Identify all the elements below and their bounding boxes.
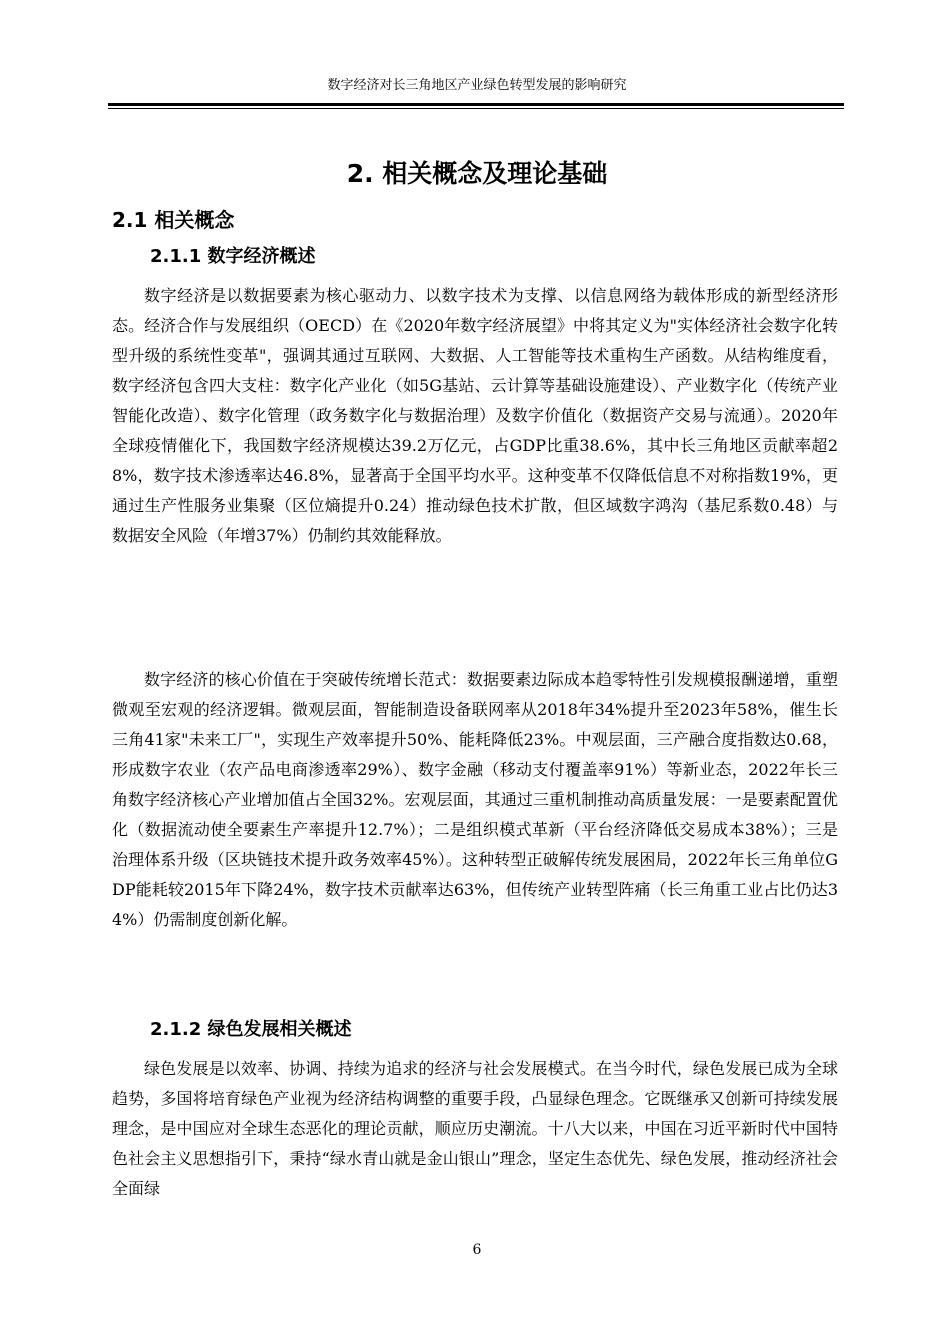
subsection-title-digital-economy: 2.1.1 数字经济概述 xyxy=(150,246,316,267)
header-rule-thick xyxy=(108,103,844,106)
subsection-title-green-development: 2.1.2 绿色发展相关概述 xyxy=(150,1019,352,1040)
paragraph-digital-economy-value: 数字经济的核心价值在于突破传统增长范式：数据要素边际成本趋零特性引发规模报酬递增，重塑微观至宏观的经济逻辑。微观层面，智能制造设备联网率从2018年34%提升至2023年58%，催生长三角41家"未来工厂"，实现生产效率提升50%、能耗降低23%。中观层面，三产融合度指数达0.68，形成数字农业（农产品电商渗透率29%）、数字金融（移动支付覆盖率91%）等新业态，2022年长三角数字经济核心产业增加值占全国32%。宏观层面，其通过三重机制推动高质量发展：一是要素配置优化（数据流动使全要素生产率提升12.7%）；二是组织模式革新（平台经济降低交易成本38%）；三是治理体系升级（区块链技术提升政务效率45%）。这种转型正破解传统发展困局，2022年长三角单位GDP能耗较2015年下降24%，数字技术贡献率达63%，但传统产业转型阵痛（长三角重工业占比仍达34%）仍需制度创新化解。 xyxy=(112,670,838,929)
section-title: 2.1 相关概念 xyxy=(112,208,235,232)
page-number: 6 xyxy=(472,1242,482,1258)
paragraph-digital-economy-definition: 数字经济是以数据要素为核心驱动力、以数字技术为支撑、以信息网络为载体形成的新型经济形态。经济合作与发展组织（OECD）在《2020年数字经济展望》中将其定义为"实体经济社会数字化转型升级的系统性变革"，强调其通过互联网、大数据、人工智能等技术重构生产函数。从结构维度看，数字经济包含四大支柱：数字化产业化（如5G基站、云计算等基础设施建设）、产业数字化（传统产业智能化改造）、数字化管理（政务数字化与数据治理）及数字价值化（数据资产交易与流通）。2020年全球疫情催化下，我国数字经济规模达39.2万亿元，占GDP比重38.6%，其中长三角地区贡献率超28%，数字技术渗透率达46.8%，显著高于全国平均水平。这种变革不仅降低信息不对称指数19%，更通过生产性服务业集聚（区位熵提升0.24）推动绿色技术扩散，但区域数字鸿沟（基尼系数0.48）与数据安全风险（年增37%）仍制约其效能释放。 xyxy=(112,286,838,545)
paragraph-green-development: 绿色发展是以效率、协调、持续为追求的经济与社会发展模式。在当今时代，绿色发展已成为全球趋势，多国将培育绿色产业视为经济结构调整的重要手段，凸显绿色理念。它既继承又创新可持续发展理念，是中国应对全球生态恶化的理论贡献，顺应历史潮流。十八大以来，中国在习近平新时代中国特色社会主义思想指引下，秉持“绿水青山就是金山银山”理念，坚定生态优先、绿色发展，推动经济社会全面绿 xyxy=(112,1059,838,1198)
chapter-title: 2. 相关概念及理论基础 xyxy=(346,159,608,188)
running-header: 数字经济对长三角地区产业绿色转型发展的影响研究 xyxy=(327,78,627,93)
header-rule-thin xyxy=(108,108,844,109)
